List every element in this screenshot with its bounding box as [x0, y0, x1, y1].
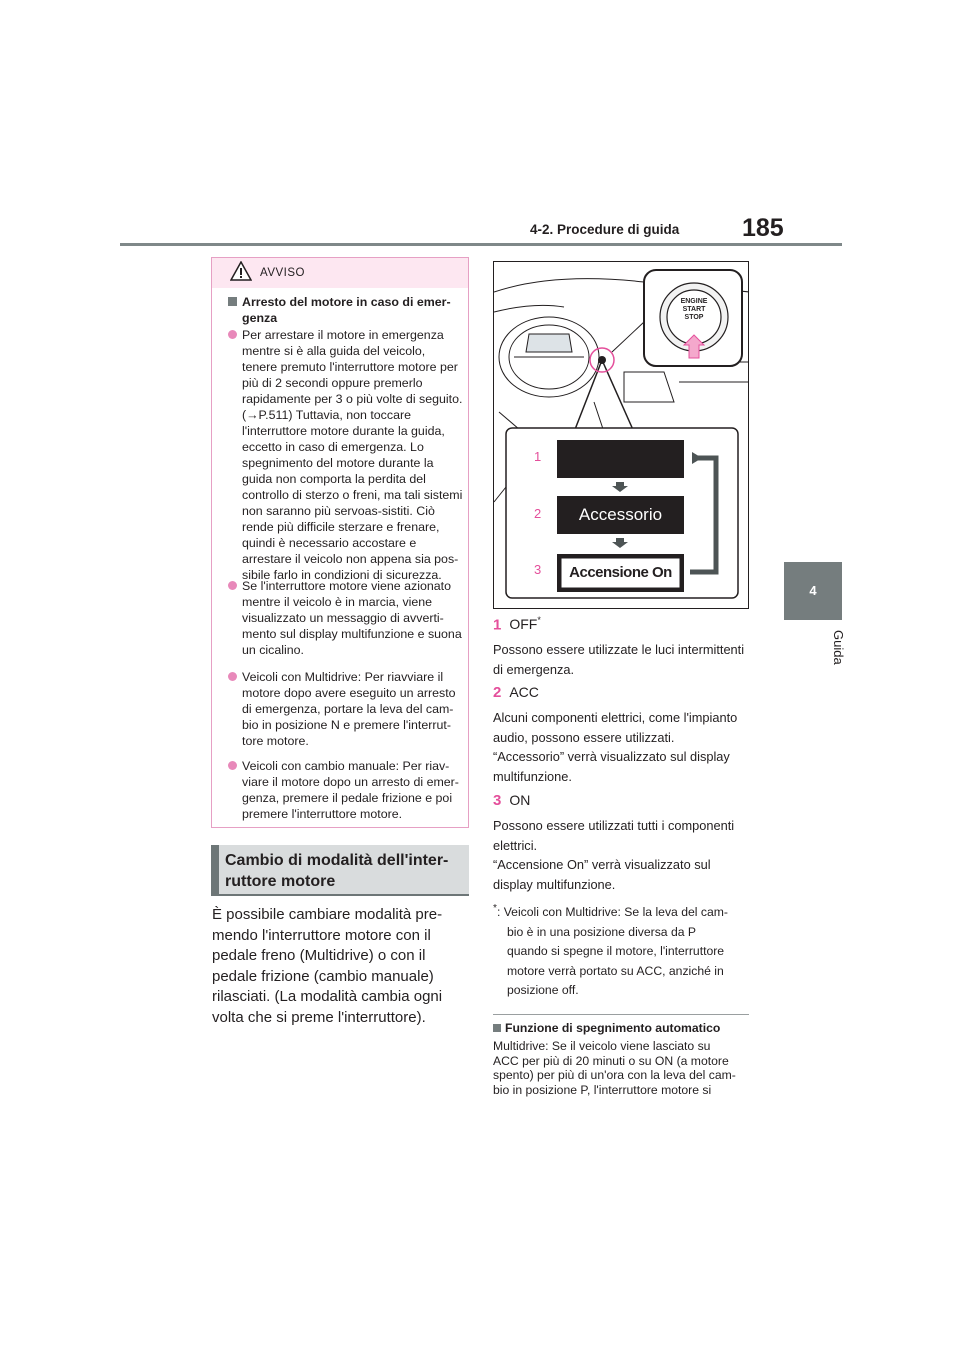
mode-description: Alcuni componenti elettrici, come l'impianto audio, possono essere utilizzati. “Accessorio” verrà visualizzato sul display multifunzione. — [493, 710, 738, 784]
warning-triangle-icon — [230, 261, 252, 281]
engine-start-stop-button: ENGINE START STOP — [680, 298, 708, 321]
mode-item: 1 OFF* — [493, 615, 541, 634]
warning-heading: Arresto del motore in caso di emer-genza — [228, 294, 463, 326]
section-rule — [211, 894, 469, 896]
square-bullet-icon — [228, 297, 237, 306]
dot-bullet-icon — [228, 672, 237, 681]
subsection-heading: Funzione di spegnimento automatico — [493, 1021, 753, 1035]
dot-bullet-icon — [228, 581, 237, 590]
footnote: *: Veicoli con Multidrive: Se la leva del cam- bio è in una posizione diversa da P quando si spegne il motore, l'interruttore motore verrà portato su ACC, anziché in posizione off. — [493, 903, 728, 998]
step-number: 3 — [534, 562, 542, 577]
display-off — [557, 440, 684, 478]
dot-bullet-icon — [228, 330, 237, 339]
chapter-label: Guida — [831, 630, 846, 665]
mode-description: Possono essere utilizzate le luci intermittenti di emergenza. — [493, 642, 745, 677]
display-accessorio: Accessorio — [578, 505, 663, 524]
warning-bullet: Per arrestare il motore in emergenza mentre si è alla guida del veicolo, tenere premuto l'interruttore motore per più di 2 secondi oppure premerlo rapidamente per 3 o più volte di seguito. (→P.511) Tuttavia, non toccare l'interruttore motore durante la guida, eccetto in caso di emergenza. Lo spegnimento del motore durante la guida non comporta la perdita del controllo di sterzo o freni, ma tali sistemi non saranno più servoas-sistiti. Ciò rende più difficile sterzare e frenare, quindi è necessario accostare e arrestare il veicolo non appena sia pos-sibile farlo in condizioni di sicurezza. — [228, 327, 463, 583]
section-heading — [211, 845, 469, 895]
section-heading-strip — [211, 845, 219, 895]
section-lead-paragraph: È possibile cambiare modalità pre-mendo l'interruttore motore con il pedale freno (Multidrive) o con il pedale frizione (cambio manuale) rilasciati. (La modalità cambia ogni volta che si preme l'interruttore). — [212, 906, 443, 1026]
section-header-title: 4-2. Procedure di guida — [530, 222, 680, 237]
page-number: 185 — [742, 214, 784, 242]
section-heading-text: Cambio di modalità dell'inter-ruttore motore — [225, 852, 449, 890]
mode-description: Possono essere utilizzati tutti i componenti elettrici. “Accensione On” verrà visualizzato sul display multifunzione. — [493, 818, 735, 892]
divider — [493, 1014, 749, 1015]
chapter-tab: 4 — [784, 562, 842, 620]
header-rule — [120, 243, 842, 246]
display-accensione-on: Accensione On — [569, 564, 672, 581]
mode-item: 2 ACC — [493, 684, 539, 701]
subsection-paragraph: Multidrive: Se il veicolo viene lasciato su ACC per più di 20 minuti o su ON (a motore spento) per più di un'ora con la leva del cam- bio in posizione P, l'interruttore motore si — [493, 1039, 736, 1097]
warning-box — [211, 257, 469, 828]
warning-bullet: Veicoli con cambio manuale: Per riav-viare il motore dopo un arresto di emer-genza, premere il pedale frizione e poi premere l'interruttore motore. — [228, 758, 463, 822]
warning-bullet: Veicoli con Multidrive: Per riavviare il motore dopo avere eseguito un arresto di emergenza, portare la leva del cam-bio in posizione N e premere l'interrut-tore motore. — [228, 669, 463, 749]
engine-switch-illustration — [493, 261, 749, 609]
mode-item: 3 ON — [493, 792, 531, 809]
step-number: 2 — [534, 506, 542, 521]
dot-bullet-icon — [228, 761, 237, 770]
warning-title: AVVISO — [260, 267, 305, 279]
warning-header — [212, 258, 468, 288]
step-number: 1 — [534, 449, 542, 464]
square-bullet-icon — [493, 1024, 501, 1032]
warning-bullet: Se l'interruttore motore viene azionato mentre il veicolo è in marcia, viene visualizzato un messaggio di avverti-mento sul display multifunzione e suona un cicalino. — [228, 578, 463, 658]
